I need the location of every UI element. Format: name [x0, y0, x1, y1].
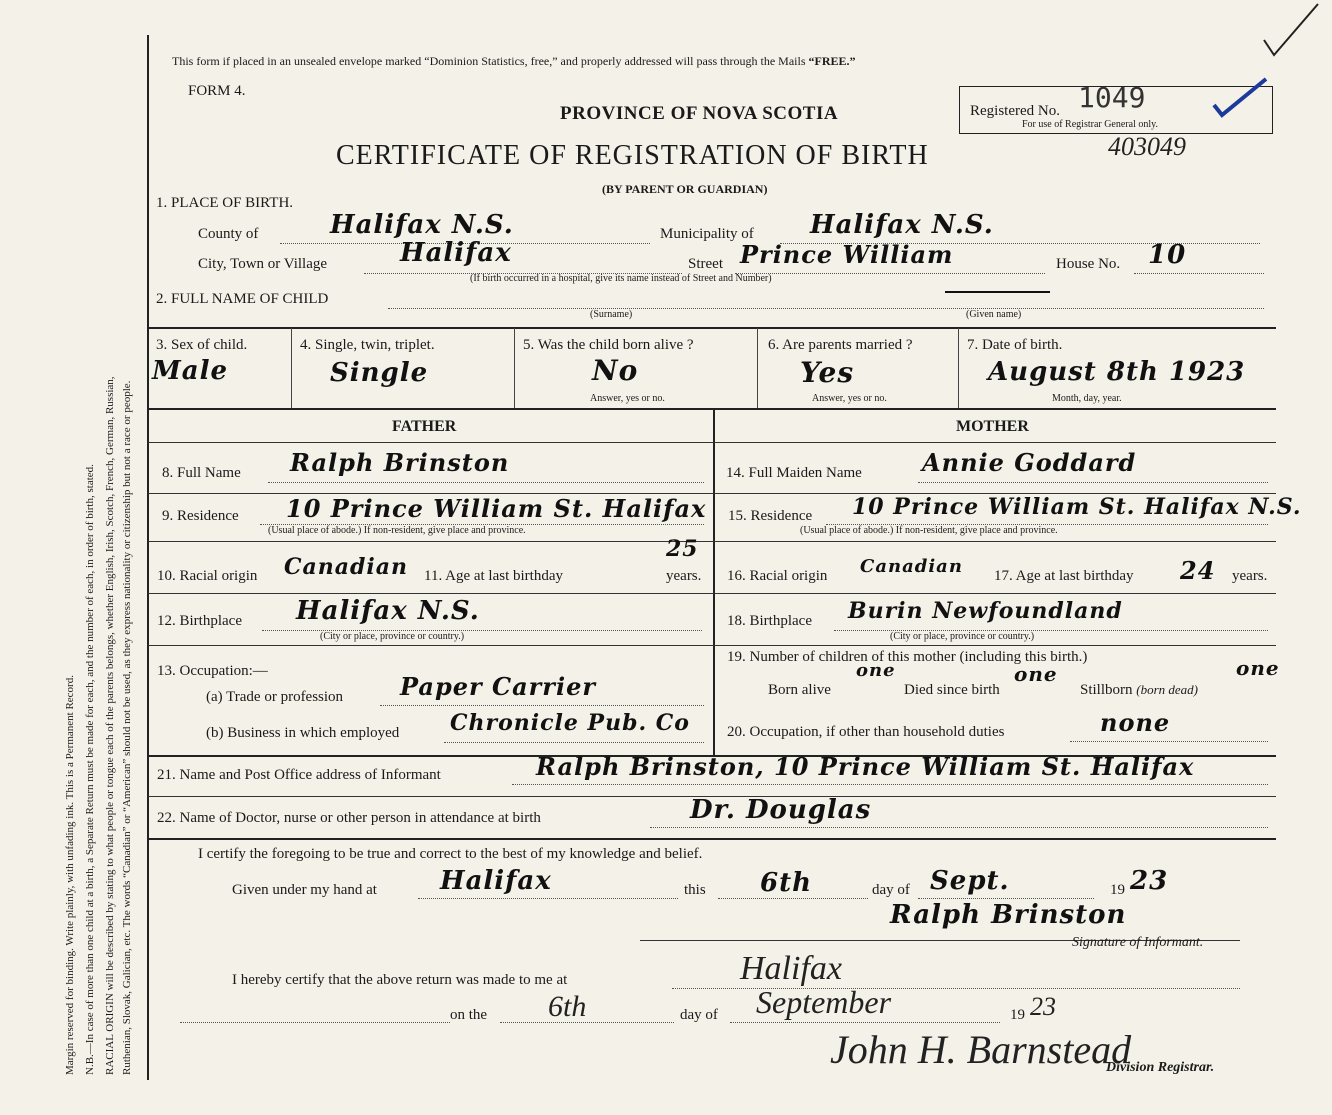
on-the-value: 6th [548, 990, 587, 1023]
child-name-stroke [945, 291, 1050, 293]
mother-name-value: Annie Goddard [922, 448, 1137, 477]
mother-age-label: 17. Age at last birthday [994, 568, 1134, 584]
registrar-statement: I hereby certify that the above return was made to me at [232, 972, 568, 988]
signature-label: Signature of Informant. [1072, 935, 1204, 950]
mother-race-value: Canadian [860, 556, 963, 577]
doctor-label: 22. Name of Doctor, nurse or other person in attendance at birth [157, 810, 541, 826]
day-of-label: day of [872, 882, 910, 898]
mother-heading: MOTHER [956, 418, 1029, 435]
mother-city-note: (City or place, province or country.) [890, 631, 1035, 642]
sex-label: 3. Sex of child. [156, 337, 248, 353]
registrar-place-value: Halifax [740, 950, 842, 987]
mother-abode-note: (Usual place of abode.) If non-resident, give place and province. [800, 525, 1058, 536]
married-value: Yes [800, 356, 855, 389]
registered-label: Registered No. [970, 103, 1060, 119]
certify-statement: I certify the foregoing to be true and correct to the best of my knowledge and belief. [198, 846, 703, 862]
mother-name-label: 14. Full Maiden Name [726, 465, 862, 481]
dob-note: Month, day, year. [1052, 393, 1122, 404]
on-the-label: on the [450, 1007, 488, 1023]
street-label: Street [688, 256, 723, 272]
died-label: Died since birth [904, 682, 1000, 698]
father-city-note: (City or place, province or country.) [320, 631, 465, 642]
alive-label: 5. Was the child born alive ? [523, 337, 694, 353]
children-label: 19. Number of children of this mother (including this birth.) [727, 649, 1088, 665]
mother-years: years. [1232, 568, 1268, 584]
registrar-signature: John H. Barnstead [830, 1027, 1132, 1072]
single-label: 4. Single, twin, triplet. [300, 337, 435, 353]
alive-value: No [592, 354, 639, 387]
county-value: Halifax N.S. [330, 210, 514, 240]
stillborn-label: Stillborn (born dead) [1080, 682, 1199, 698]
single-value: Single [330, 358, 429, 388]
trade-label: (a) Trade or profession [206, 689, 344, 705]
city-value: Halifax [400, 238, 512, 268]
mother-residence-label: 15. Residence [728, 508, 813, 524]
informant-value: Ralph Brinston, 10 Prince William St. Halifax [536, 752, 1195, 781]
mother-age-value: 24 [1180, 556, 1216, 585]
margin-note-3: RACIAL ORIGIN will be described by stating to what people or tongue each of the parents belongs, whether English, Irish, Scotch, French, German, Russian, [104, 376, 116, 1075]
margin-note-2: N.B.—In case of more than one child at a birth, a Separate Return must be made for each, and the number of each, in order of birth, stated. [84, 464, 96, 1075]
registered-box [959, 81, 1273, 134]
informant-label: 21. Name and Post Office address of Informant [157, 767, 441, 783]
business-label: (b) Business in which employed [206, 725, 400, 741]
mother-occupation-label: 20. Occupation, if other than household duties [727, 724, 1005, 740]
blue-check-icon [1208, 75, 1278, 125]
city-label: City, Town or Village [198, 256, 328, 272]
given-name-note: (Given name) [966, 309, 1022, 320]
month-value: Sept. [930, 866, 1010, 896]
given-place-value: Halifax [440, 866, 552, 896]
business-value: Chronicle Pub. Co [450, 710, 690, 736]
dob-label: 7. Date of birth. [967, 337, 1063, 353]
municipality-value: Halifax N.S. [810, 210, 994, 240]
margin-note-4: Ruthenian, Slovak, Galician, etc. The words “Canadian” or “American” should not be used, as they express nationality or citizenship but not a race or people. [121, 380, 133, 1075]
father-abode-note: (Usual place of abode.) If non-resident, give place and province. [268, 525, 526, 536]
father-heading: FATHER [392, 418, 457, 435]
given-label: Given under my hand at [232, 882, 377, 898]
year2-prefix: 19 [1010, 1007, 1025, 1023]
born-alive-label: Born alive [768, 682, 831, 698]
sex-value: Male [152, 356, 229, 386]
dob-value: August 8th 1923 [988, 357, 1246, 387]
father-birthplace-label: 12. Birthplace [157, 613, 242, 629]
this-value: 6th [760, 868, 813, 898]
province-heading: PROVINCE OF NOVA SCOTIA [560, 103, 839, 124]
county-label: County of [198, 226, 259, 242]
certificate-title: CERTIFICATE OF REGISTRATION OF BIRTH [336, 140, 929, 171]
surname-note: (Surname) [590, 309, 633, 320]
child-name-label: 2. FULL NAME OF CHILD [156, 291, 329, 307]
year-value: 23 [1130, 866, 1169, 896]
registrar-note: For use of Registrar General only. [1022, 119, 1158, 130]
father-race-label: 10. Racial origin [157, 568, 258, 584]
form-number: FORM 4. [188, 83, 246, 99]
form-left-border [147, 35, 149, 1080]
informant-signature: Ralph Brinston [890, 900, 1127, 930]
father-race-value: Canadian [284, 554, 409, 580]
born-alive-value: one [856, 660, 896, 681]
day-of2-label: day of [680, 1007, 718, 1023]
father-age-value: 25 [666, 536, 699, 562]
father-years: years. [666, 568, 702, 584]
check-mark-icon [1260, 0, 1330, 60]
registrar-label: Division Registrar. [1106, 1060, 1215, 1075]
died-value: one [1014, 662, 1058, 686]
mother-race-label: 16. Racial origin [727, 568, 828, 584]
top-notice: This form if placed in an unsealed envelope marked “Dominion Statistics, free,” and properly addressed will pass through the Mails “FREE.” [172, 54, 856, 68]
year-prefix: 19 [1110, 882, 1125, 898]
trade-value: Paper Carrier [400, 672, 596, 701]
mother-birthplace-value: Burin Newfoundland [848, 598, 1123, 624]
mother-occupation-value: none [1100, 708, 1171, 737]
this-label: this [684, 882, 706, 898]
house-label: House No. [1056, 256, 1121, 272]
certificate-subtitle: (BY PARENT OR GUARDIAN) [602, 182, 768, 196]
father-residence-label: 9. Residence [162, 508, 239, 524]
municipality-label: Municipality of [660, 226, 754, 242]
father-occupation-label: 13. Occupation:— [157, 663, 268, 679]
doctor-value: Dr. Douglas [690, 795, 872, 825]
alive-answer-note: Answer, yes or no. [590, 393, 665, 404]
mother-birthplace-label: 18. Birthplace [727, 613, 812, 629]
hospital-note: (If birth occurred in a hospital, give its name instead of Street and Number) [470, 273, 772, 284]
married-label: 6. Are parents married ? [768, 337, 913, 353]
stillborn-value: one [1236, 656, 1280, 680]
father-residence-value: 10 Prince William St. Halifax [286, 494, 707, 523]
father-age-label: 11. Age at last birthday [424, 568, 563, 584]
year2-value: 23 [1030, 992, 1056, 1021]
father-birthplace-value: Halifax N.S. [296, 596, 480, 626]
mother-residence-value: 10 Prince William St. Halifax N.S. [852, 494, 1302, 520]
married-answer-note: Answer, yes or no. [812, 393, 887, 404]
handwritten-number: 403049 [1108, 132, 1186, 161]
street-value: Prince William [740, 240, 954, 269]
father-name-label: 8. Full Name [162, 465, 241, 481]
house-value: 10 [1148, 240, 1187, 270]
place-heading: 1. PLACE OF BIRTH. [156, 195, 294, 211]
registered-value: 1049 [1078, 81, 1146, 114]
month2-value: September [756, 984, 892, 1020]
margin-note-1: Margin reserved for binding. Write plainly, with unfading ink. This is a Permanent Record. [64, 675, 76, 1075]
father-name-value: Ralph Brinston [290, 448, 510, 477]
